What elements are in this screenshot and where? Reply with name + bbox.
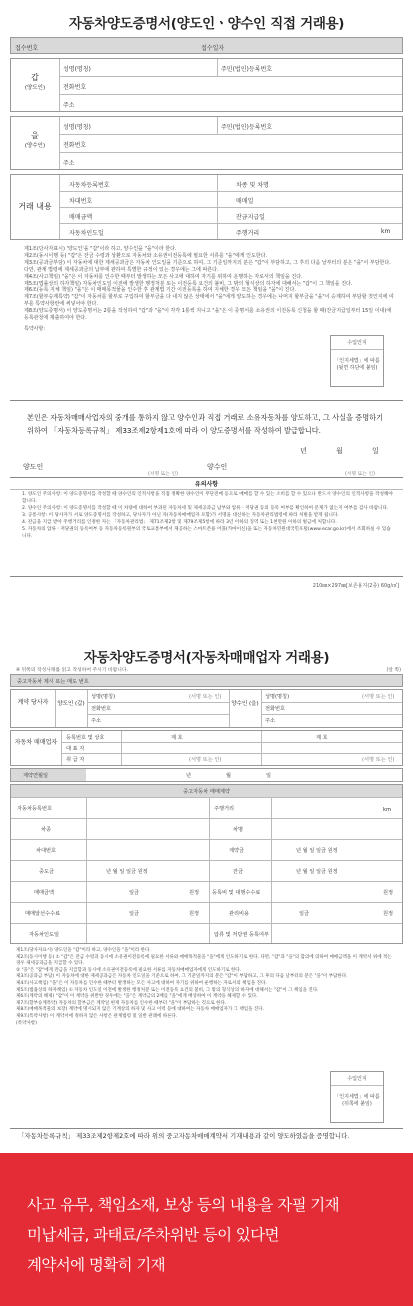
dealer2-sign: (서명 또는 인)	[362, 757, 395, 763]
signer-buyer-label: 양수인	[207, 463, 228, 471]
divider	[209, 797, 210, 943]
stamp2-body-line: 「인지세법」에 따름	[334, 1094, 380, 1100]
seller2-address-label: 주소	[91, 718, 102, 724]
seller-name-label: 성명(명칭)	[63, 66, 91, 73]
divider	[87, 690, 88, 727]
date-day: 일	[372, 447, 379, 455]
divider	[87, 702, 229, 703]
deal-vin-label: 차대번호	[69, 198, 93, 205]
signer-seller-label: 양도인	[23, 463, 44, 471]
doc1-notes	[22, 491, 394, 540]
deal-sale-date-label: 매매일	[236, 198, 254, 205]
vrow-type-label: 차종	[41, 827, 52, 833]
divider	[87, 714, 229, 715]
dealer-sign: (서명 또는 인)	[189, 757, 222, 763]
vrow-delivery-label: 자동차인도일	[29, 932, 60, 938]
contract-date-label: 계약연월일	[23, 773, 49, 779]
divider	[10, 576, 403, 577]
doc2-clauses	[16, 948, 394, 1027]
divider	[10, 477, 403, 478]
divider	[10, 1128, 403, 1129]
d2-clause-7: 제6조(계약의 해제) "갑"이 이 계약을 위반한 경우에는 "을"은 계약금의 2배를 "을"에게 배상하여 이 계약을 해제할 수 있다.	[16, 994, 258, 1000]
vrow-balance-value: 년 월 일 일금 원정	[296, 869, 338, 875]
vrow-price-ilgeum: 일금	[129, 890, 140, 896]
seller-sublabel: (양도인)	[24, 85, 46, 91]
d2-clause-6: 제5조(법률상의 하자책임) ① 자동차 인도일 이전에 발생한 행정처분 또는 이전등록 요건의 불비, 그 밖의 형식상의 하자에 대해서는 "갑"이 그 책임을 진다.	[16, 987, 319, 993]
notes-title: 유의사항	[194, 481, 219, 488]
seller2-name-label: 성명(명칭)	[91, 694, 116, 700]
divider	[59, 134, 402, 135]
deal-model-label: 차종 및 차명	[236, 182, 269, 189]
clause-1: 제1조(당사자표시) '양도인'을 "갑"이라 하고, 양수인을 "을"이라 한다.	[24, 246, 177, 252]
divider	[11, 839, 402, 840]
divider	[261, 714, 402, 715]
doc1-title: 자동차양도증명서(양도인ㆍ양수인 직접 거래용)	[68, 16, 345, 32]
vrow-mgmt-ilgeum: 일금	[299, 911, 310, 917]
d2-special-terms: (특약사항)	[16, 1020, 37, 1026]
deal-label: 거래 내용	[18, 202, 52, 211]
clause-2: 제2조(동시이행 등) "갑"은 잔금 수령과 상환으로 자동차와 소유권이전등록에 필요한 서류를 "을"에게 인도한다.	[24, 252, 268, 259]
vrow-fee-label: 등록비 및 대행수수료	[212, 890, 261, 896]
vrow-mgmt-label: 관리비용	[229, 911, 250, 917]
vehicle-contract-table	[10, 784, 403, 944]
buyer2-address-label: 주소	[265, 718, 276, 724]
vrow-interim-label: 중도금	[39, 869, 55, 875]
stamp-head: 수입인지	[331, 336, 383, 350]
divider	[61, 742, 402, 743]
deal-delivery-date-label: 자동차인도일	[69, 230, 104, 237]
d2-clause-10: 제9조(특약사항) 이 계약서에 정하지 않은 사항은 관계법령 및 일반 관례에 따른다.	[16, 1013, 178, 1019]
divider	[261, 690, 262, 727]
party-label: 계약 당사자	[17, 699, 49, 706]
buyer-name-label: 성명(명칭)	[63, 124, 91, 131]
buyer2-sign: (서명 또는 인)	[362, 694, 395, 700]
buyer-id-label: 주민(법인)등록번호	[221, 124, 273, 131]
transfer-certificate-direct	[0, 0, 413, 623]
banner-line-3: 계약서에 명확히 기재	[27, 1256, 166, 1274]
divider	[11, 881, 402, 882]
revenue-stamp-box-2	[330, 1071, 384, 1123]
buyer2-name-label: 성명(명칭)	[265, 694, 290, 700]
deal-block	[10, 174, 403, 240]
divider	[261, 731, 262, 765]
divider	[55, 690, 56, 727]
buyer2-label: 양수인 (을)	[231, 701, 259, 707]
clause-4: 제4조(사고책임) "을"은 이 자동차를 인수한 때부터 발생하는 모든 사고에 대하여 자기를 위하여 운행하는 자로서의 책임을 진다.	[24, 273, 303, 280]
seller2-sign: (서명 또는 인)	[189, 694, 222, 700]
receipt-no-label: 접수번호	[15, 45, 39, 52]
revenue-stamp-box	[330, 335, 384, 387]
deal-balance-date-label: 잔금지급일	[236, 214, 265, 221]
vehicle-section-label: 중고자동차 제시 또는 매도 번호	[17, 679, 89, 685]
vrow-km-unit: km	[383, 807, 392, 813]
clause-5: 제5조(법률상의 하자책임) 자동차인도일 이전에 발생한 행정처분 또는 이전등록 요건의 불비, 그 밖의 형식상의 하자에 대해서는 "갑"이 그 책임을 진다.	[24, 280, 353, 287]
deal-mileage-label: 주행거리	[236, 230, 260, 237]
stamp-body	[331, 350, 383, 372]
divider	[11, 860, 402, 861]
vrow-balance-label: 잔금	[233, 869, 244, 875]
divider	[59, 207, 402, 208]
dealer-block	[10, 730, 403, 766]
clause-8: 제8조(양도증명서) 이 양도증명서는 2통을 작성하여 "갑"과 "을"이 각각 1통씩 지니고 "을"은 이 증명서를 소유권의 이전등록 신청을 할 때(잔금지급일부터 15일 이내)에 등록관청에 제출하여야 한다.	[24, 308, 392, 322]
d2-clause-4: 제3조(공과금 부담) 이 자동차에 대한 제세공과금은 자동차 인도일을 기준으로 하여, 그 기준일까지의 분은 "갑"이 부담하고, 그 후의 다음 날부터의 분은 "을"이 부담한다.	[16, 974, 348, 980]
divider	[261, 702, 402, 703]
divider	[10, 489, 403, 490]
vrow-price-won: 원정	[189, 890, 200, 896]
vrow-reg-label: 자동차등록번호	[17, 806, 53, 812]
divider	[86, 797, 87, 943]
divider	[271, 797, 272, 943]
seller-phone-label: 전화번호	[63, 84, 87, 91]
dealer-handler-label: 취 급 자	[66, 757, 85, 763]
vehicle-table-title: 중고자동차 매매계약	[183, 789, 230, 795]
receipt-header	[10, 37, 403, 54]
vrow-model-label: 차명	[233, 827, 244, 833]
deal-price-label: 매매금액	[69, 214, 93, 221]
contract-month: 월	[226, 773, 232, 779]
dealer2-no: 제 호	[316, 735, 328, 741]
vrow-lien-label: 압류 및 저당권 등록여부	[214, 932, 270, 938]
buyer2-phone-label: 전화번호	[265, 706, 286, 712]
doc2-page: (앞 쪽)	[386, 668, 401, 673]
seller-address-label: 주소	[63, 102, 75, 109]
vrow-fee-won: 원정	[383, 890, 394, 896]
vrow-price-label: 매매금액	[34, 890, 55, 896]
stamp-body-line: (뒷면 하단에 붙임)	[336, 365, 378, 371]
divider	[61, 753, 402, 754]
doc1-clauses	[24, 246, 394, 333]
deal-reg-no-label: 자동차등록번호	[69, 182, 110, 189]
clause-6: 제6조(등록 지체 책임) "을"은 이 매매목적물을 인수한 후 관계법 기간 이전등록을 하여 지체한 경우 모든 책임을 "을"이 진다.	[24, 287, 296, 294]
divider	[59, 117, 60, 169]
dealer1-no: 제 호	[171, 735, 183, 741]
buyer-block	[10, 116, 403, 170]
divider	[59, 59, 60, 111]
seller2-label: 양도인 (갑)	[57, 701, 85, 707]
dealer-reg-label: 등록번호 및 상호	[66, 735, 105, 741]
vrow-mgmt-won: 원정	[383, 911, 394, 917]
doc2-title: 자동차양도증명서(자동차매매업자 거래용)	[83, 650, 330, 666]
divider	[217, 59, 218, 76]
note-5: 5. 자동차의 압류ㆍ저당권의 등록여부 등 자동차등록원부의 국토교통부에서 제공하는 스마트폰용 어플(카마이신)을 또는 자동차민원대국민포털(www.ecar.go.kr)에서 조회하실 수 있습니다.	[22, 527, 391, 539]
special-terms-label: 특약사항:	[24, 325, 46, 332]
vrow-interim-value: 년 월 일 일금 원정	[106, 869, 148, 875]
divider	[59, 191, 402, 192]
note-2: 2. 양수인 주의사항: 이 양도증명서를 작성할 때 이 차량에 대하여 부과된 자동차세 및 제세공과금 납부와 압류ㆍ저당권 등의 등록 여부를 확인하여 문제가 없는지 여부를 검사 바랍니다.	[22, 506, 389, 511]
divider	[11, 818, 402, 819]
vrow-brokerage-ilgeum: 일금	[129, 911, 140, 917]
divider	[59, 223, 402, 224]
vrow-mileage-label: 주행거리	[214, 806, 235, 812]
vrow-vin-label: 차대번호	[36, 848, 57, 854]
stamp2-head: 수입인지	[331, 1072, 383, 1086]
divider	[229, 690, 230, 727]
banner-line-2: 미납세금, 과태료/주차위반 등이 있다면	[27, 1226, 279, 1244]
clause-3: 제3조(공과금부담) 이 자동차에 대한 제세공과금은 자동차 인도일을 기준으로 하여, 그 기준일까지의 분은 "갑"이 부담하고, 그 후의 다음 날부터의 분은 "을"이 부담한다. 다만, 관계 법령에 제세공과금의 납부에 관하여 특별한 규정이 있는 경우에는 그에 따른다.	[24, 259, 391, 273]
d2-clause-3: ② "을"은 "갑"에게 잔금을 지급함과 동시에 소유권이전등록에 필요한 서류를 자동차매매업자에게 인도하기로 한다.	[16, 967, 242, 973]
doc1-footer: 210㎜×297㎜[보존용지(2종) 60g/㎡]	[312, 583, 399, 589]
buyer-phone-label: 전화번호	[63, 142, 87, 149]
buyer-label	[11, 130, 59, 152]
seller-label	[11, 72, 59, 94]
dealer-label: 자동차 매매업자	[14, 739, 58, 746]
note-1: 1. 양도인 주의사항: 이 양도증명서를 작성할 때 양수인의 인적사항을 직접 정확한 양수인이 무단전매 등으로 매매를 할 수 있는 소비를 할 수 있으나 반드시 양수인의 인적사항을 작성해야 합니다.	[22, 492, 393, 504]
d2-clause-8: 제7조(할부승계특약) 자동차의 할부금은 계약일 현재 자동차를 인수한 때부터 "을"이 부담하는 것으로 한다.	[16, 1000, 227, 1006]
seller-block	[10, 58, 403, 112]
d2-clause-2: 제2조(동시이행 등) ① "갑"은 잔금 수령과 동시에 소유권이전등록에 필요한 서류와 매매목적물을 "을"에게 인도하기로 한다. 다만, "갑"과 "을"의 합의에 의하여 매매금액을 이 계약서 위에 적는 경우 제세공과금을 지급할 수 있다.	[16, 954, 392, 967]
buyer-address-label: 주소	[63, 160, 75, 167]
divider	[121, 731, 122, 765]
contract-year: 년	[186, 773, 192, 779]
vrow-deposit-value: 년 월 일 일금 원정	[296, 848, 338, 854]
stamp-body-line: 「인지세법」에 따름	[334, 358, 380, 364]
divider	[11, 902, 402, 903]
signer-seller-sign: (서명 또는 인)	[148, 472, 178, 477]
contract-date-row	[10, 768, 403, 782]
dealer-rep-label: 대 표 자	[66, 746, 85, 752]
seller2-phone-label: 전화번호	[91, 706, 112, 712]
divider	[59, 94, 402, 95]
stamp2-body	[331, 1086, 383, 1108]
contract-day: 일	[266, 773, 272, 779]
divider	[11, 797, 402, 798]
vrow-brokerage-won: 원정	[189, 911, 200, 917]
doc2-statement: 「자동차등록규칙」 제33조제2항제2호에 따라 위의 중고자동차매매계약서 기재내용과 같이 양도하였음을 증명합니다.	[18, 1132, 350, 1140]
buyer-sublabel: (양수인)	[24, 143, 46, 149]
contract-parties	[10, 689, 403, 728]
clause-7: 제7조(할부승계특약) "갑"이 자동차를 할부로 구입하여 할부금을 다 내지 않은 상태에서 "을"에게 양도하는 경우에는 나머지 할부금을 "을"이 승계하여 부담할 것인지에 여부를 특약사항란에 써넣어야 한다.	[24, 294, 394, 308]
d2-clause-5: 제4조(사고책임) "을"은 이 자동차를 인수한 때부터 발생하는 모든 사고에 대하여 자기를 위하여 운행하는 자로서의 책임을 진다.	[16, 980, 267, 986]
vehicle-section-header	[10, 674, 403, 687]
vrow-deposit-label: 계약금	[229, 848, 245, 854]
banner-line-1: 사고 유무, 책임소재, 보상 등의 내용을 자필 기재	[27, 1196, 340, 1214]
vrow-brokerage-label: 매매알선수수료	[25, 911, 61, 917]
doc1-statement: 본인은 자동차매매사업자의 중개를 통하지 않고 양수인과 직접 거래로 소유자동차를 양도하고, 그 사실을 증명하기 위하여 「자동차등록규칙」 제33조제2항제1호에 따라 이 양도증명서를 작성하여 발급합니다.	[27, 413, 384, 435]
seller-id-label: 주민(법인)등록번호	[221, 66, 273, 73]
date-year: 년	[300, 447, 307, 455]
stamp2-body-line: (뒤쪽에 붙임)	[342, 1101, 372, 1107]
divider	[59, 152, 402, 153]
doc2-instruction: ※ 뒤쪽의 작성사례를 읽고 작성하여 주시기 바랍니다.	[16, 668, 129, 673]
seller-label-text: 갑	[31, 73, 39, 82]
note-3: 3. 공통사항: 이 당사자가 서로 양도증명서를 작성하고, 당사자가 아닌 자(자동차매매업자 포함)가 서명을 대신하는 자동차관리법령에 따라 처벌을 받게 됩니다.	[22, 513, 339, 518]
transfer-certificate-dealer	[0, 623, 413, 1153]
divider	[10, 400, 403, 401]
highlight-banner	[0, 1153, 413, 1306]
d2-clause-9: 제8조(매매목적물의 보장) 계약에 명시되지 않은 기계상의 하자 및 사고 이력 등에 대하여는 자동차 매매업자가 그 책임을 진다.	[16, 1007, 265, 1013]
date-month: 월	[336, 447, 343, 455]
buyer-label-text: 을	[31, 131, 39, 140]
signer-buyer-sign: (서명 또는 인)	[345, 472, 375, 477]
deal-km-unit: km	[381, 228, 391, 235]
divider	[61, 731, 62, 765]
divider	[59, 76, 402, 77]
receipt-date-label: 접수일자	[201, 45, 225, 52]
divider	[217, 117, 218, 134]
divider	[11, 923, 402, 924]
note-4: 4. 잔금을 지급 받아 주행거리를 인정한 자는 「자동차관리법」 제71조제2항 및 제79조제5항에 따라 3년 이하의 징역 또는 1천만원 이하의 벌금에 처합니다.	[22, 520, 337, 525]
d2-clause-1: 제1조(당사자표시) 양도인을 "갑"이라 하고, 양수인을 "을"이라 한다.	[16, 948, 151, 953]
